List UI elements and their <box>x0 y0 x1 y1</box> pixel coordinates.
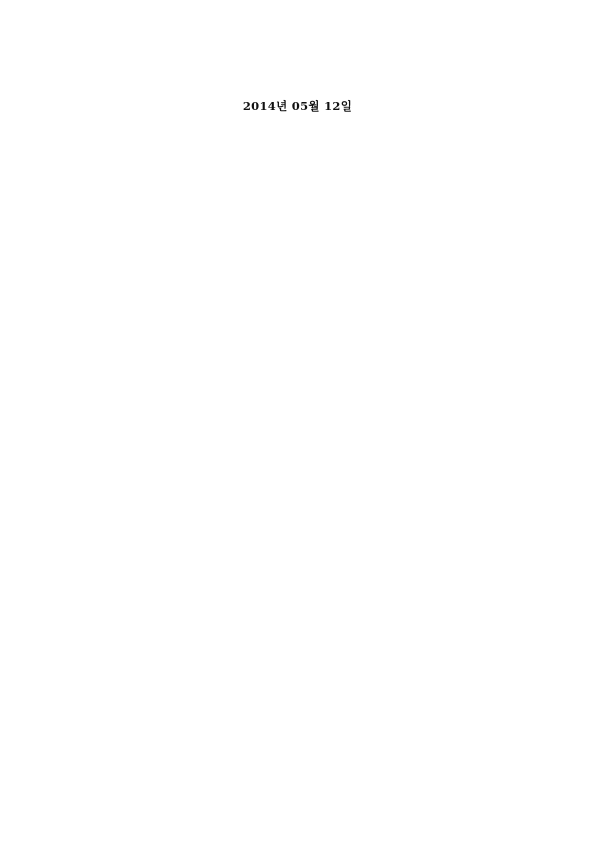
document-body <box>78 128 517 255</box>
paragraph <box>78 176 517 191</box>
paragraph <box>78 160 517 175</box>
page-title: 2014년 05월 12일 <box>242 99 353 113</box>
paragraph <box>78 208 517 223</box>
paragraph <box>78 128 517 143</box>
paragraph <box>78 240 517 255</box>
paragraph <box>78 192 517 207</box>
paragraph <box>78 224 517 239</box>
paragraph <box>78 144 517 159</box>
